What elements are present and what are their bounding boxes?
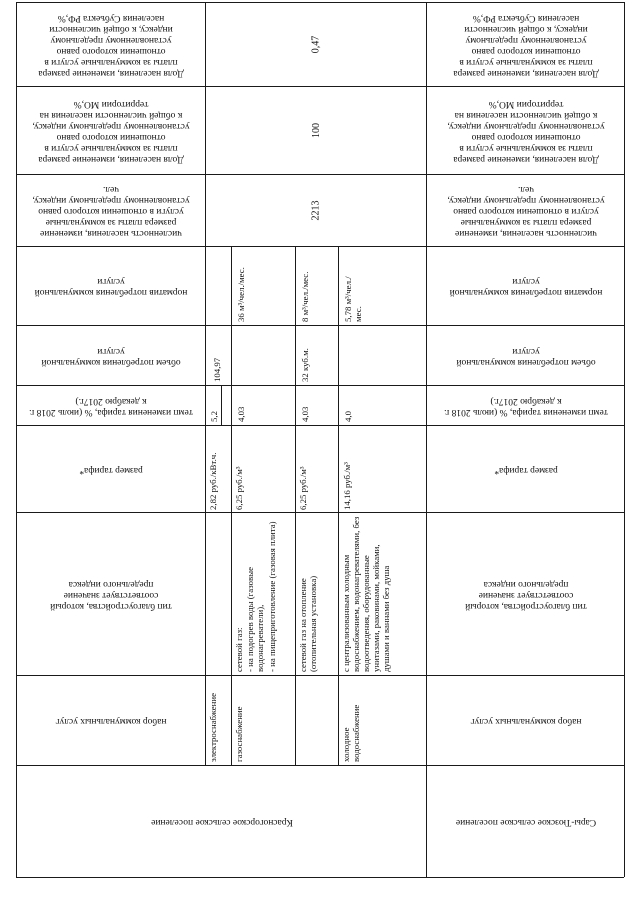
share-rf-header: Доля населения, изменение размера платы за коммунальные услуги в отношении которого равно установленному предельному индексу, к общей численности населения Субъекта РФ,%: [452, 12, 599, 78]
electricity-service: электроснабжение: [208, 693, 218, 762]
gas-rate: 4,03: [236, 406, 246, 422]
electricity-tariff: 2,82 руб./кВт.ч.: [208, 452, 218, 510]
services-header: набор коммунальных услуг: [55, 716, 167, 726]
heating-type: сетевой газ на отопление (отопительная установка): [298, 575, 318, 672]
table-rule: [221, 385, 222, 425]
heating-volume: 32 куб.м.: [300, 348, 310, 382]
gas-norm: 36 м³/чел./мес.: [236, 267, 246, 322]
services-header: набор коммунальных услуг: [470, 716, 581, 726]
heating-tariff: 6,25 руб./м³: [298, 466, 308, 510]
share-rf-value: 0,47: [310, 35, 322, 54]
share-mo-value: 100: [310, 123, 322, 138]
gas-service: газоснабжение: [234, 706, 244, 762]
norm-header: норматив потребления коммунальной услуги: [34, 276, 188, 297]
population-header: численность населения, изменение размера платы за коммунальные услуги в отношении которого равно установленному предельному индексу, чел.: [446, 184, 605, 238]
share-mo-header: Доля населения, изменение размера платы за коммунальные услуги в отношении которого равно установленному предельному индексу, к общей численности населения на территории МО,%: [446, 98, 605, 164]
gas-tariff: 6,25 руб./м³: [234, 466, 244, 510]
table-rule: [16, 877, 624, 878]
heating-rate: 4,03: [300, 406, 310, 422]
share-rf-header: Доля населения, изменение размера платы за коммунальные услуги в отношении которого равно установленному предельному индексу, к общей численности населения Субъекта РФ,%: [38, 12, 184, 78]
settlement-krasnogorskoe: Красногорское сельское поселение: [150, 817, 293, 827]
tariff-header: размер тарифа*: [79, 464, 143, 475]
settlement-sary-tyuz: Сары-Тюзское сельское поселение: [455, 817, 596, 827]
volume-header: объем потребления коммунальной услуги: [455, 345, 596, 367]
cold-water-type: с централизованным холодным водоснабжением, водонагревателями, без водоотведения, оборудованные унитазами, раковинами, мойками, душами и ваннами без душа: [341, 516, 391, 672]
gas-type: сетевой газ: - на подогрев воды (газовые водонагреватели), - на пищеприготовление (газовая плита): [234, 521, 277, 672]
volume-header: объем потребления коммунальной услуги: [41, 345, 181, 367]
cold-water-service: холодное водоснабжение: [341, 704, 361, 762]
tariff-header: размер тарифа*: [493, 464, 558, 475]
share-mo-header: Доля населения, изменение размера платы за коммунальные услуги в отношении которого равно установленному предельному индексу, к общей численности населения на территории МО,%: [32, 98, 190, 164]
population-header: численность населения, изменение размера платы за коммунальные услуги в отношении которого равно установленному предельному индексу, чел.: [32, 184, 190, 238]
type-header: тип благоустройства, который соответствует значение предельного индекса: [464, 578, 587, 611]
rate-header: темп изменения тарифа, % (июль 2018 г. к декабрю 2017г.): [443, 395, 608, 417]
type-header: тип благоустройства, который соответствует значение предельного индекса: [50, 578, 172, 611]
cold-water-norm: 5,78 м³/чел./мес.: [343, 276, 363, 322]
electricity-rate: 5,2: [209, 411, 219, 422]
norm-header: норматив потребления коммунальной услуги: [449, 276, 602, 297]
cold-water-tariff: 14,16 руб./м³: [342, 462, 352, 510]
table-rule: [624, 2, 625, 877]
population-value: 2213: [310, 200, 322, 221]
cold-water-rate: 4,0: [343, 411, 353, 422]
electricity-volume: 104,97: [212, 357, 222, 382]
heating-norm: 8 м³/чел./мес.: [300, 271, 310, 322]
rate-header: темп изменения тарифа, % (июль 2018 г. к декабрю 2017г.): [29, 395, 193, 417]
